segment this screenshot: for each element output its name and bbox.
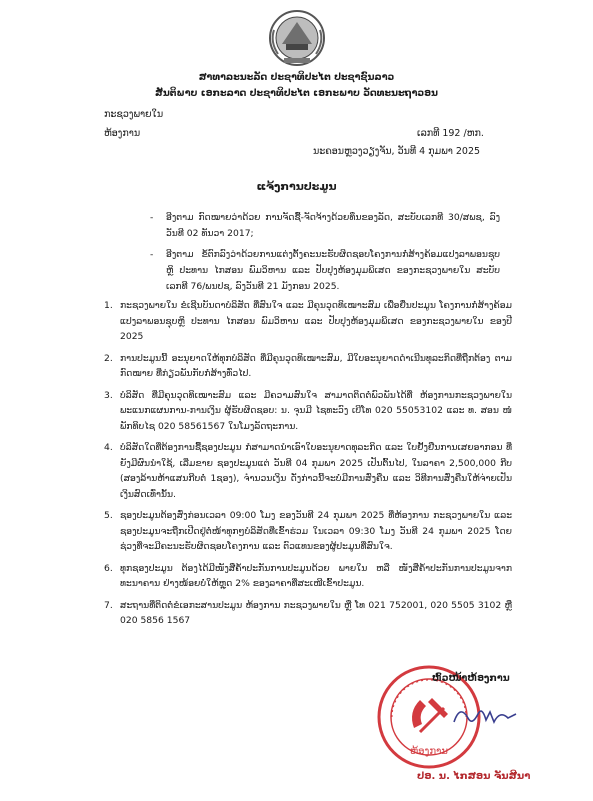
list-item-text: ບໍລິສັດ ທີ່ມີຄຸນວຸດທິເໝາະສົມ ແລະ ມີຄວາມສົນໃຈ ສາມາດຕິດຕໍ່ພົວພັນໄດ້ທີ່ ຫ້ອງການກະຊວງພາຍໃນ ພະແນກແຜນການ-ການເງິນ ຜູ້ຮັບຜິດຊອບ: ນ. ຈຸນມີ ໄຊທະວົງ ເບີໂທ 020 55053102 ແລະ ທ. ສອນ ໜໍພັກທິບໄຊ 020 58561567 ໃນໂມງລັດຖະການ. [120,389,512,432]
reference-text: ອີງຕາມ ຂໍ້ຕົກລົງວ່າດ້ວຍການແຕ່ງຕັ້ງຄະນະຮັບຜິດຊອບໂຄງການກໍ່ສ້າງຄ້ອມແປງລາພອນຊຸບຫຼິ ປະທານ ໄກສອນ ພົມວິຫານ ແລະ ປັບປຸງຫ້ອງມຸມພິເສດ ຂອງກະຊວງພາຍໃນ ສະບັບເລກທີ 76/ພນປຊ, ລົງວັນທີ 21 ມັງກອນ 2025. [166,249,500,292]
references-list [150,210,500,300]
numbered-list [104,298,512,635]
list-item-text: ທຸກຊອງປະມູນ ຕ້ອງໄດ້ມີໜັງສືຄ້ຳປະກັນການປະມູນດ້ວຍ ພາຍໃນ ຫລື ໜັງສືຄ້ຳປະກັນການປະມູນຈາກທະນາຄານ ຢ່າງໜ້ອຍບໍ່ໃຫ້ຫຼຸດ 2% ຂອງລາຄາທີ່ສະເໜີເຂົ້າປະມູນ. [120,562,512,589]
list-item-text: ການປະມູນນີ້ ອະນຸຍາດໃຫ້ທຸກບໍລິສັດ ທີ່ມີຄຸນວຸດທິເໝາະສົມ, ມີໃບອະນຸຍາດດຳເນີນທຸລະກິດທີ່ຖືກຕ້ອງ ຕາມກົດໝາຍ ທີ່ກ່ຽວພັນກັບກໍ່ສ້າງທົ່ວໄປ. [120,352,512,379]
list-item: 5. ຊອງປະມູນຕ້ອງສົ່ງກ່ອນເວລາ 09:00 ໂມງ ຂອງວັນທີ 24 ກຸມພາ 2025 ທີ່ຫ້ອງການ ກະຊວງພາຍໃນ ແລະ ຊອງປະມູນຈະຖືກເປີດຢູ່ຕໍ່ໜ້າທຸກໆບໍລິສັດທີ່ເຂົ້າຮ່ວມ ໃນເວລາ 09:30 ໂມງ ວັນທີ 24 ກຸມພາ 2025 ໂດຍຊ່ວງທີ່ຈະມີຄະນະຮັບຜິດຊອບໂຄງການ ແລະ ຕົວແທນຂອງຜູ້ປະມູນທີ່ສົນໃຈ. [104,508,512,555]
list-item: 2. ການປະມູນນີ້ ອະນຸຍາດໃຫ້ທຸກບໍລິສັດ ທີ່ມີຄຸນວຸດທິເໝາະສົມ, ມີໃບອະນຸຍາດດຳເນີນທຸລະກິດທີ່ຖືກຕ້ອງ ຕາມກົດໝາຍ ທີ່ກ່ຽວພັນກັບກໍ່ສ້າງທົ່ວໄປ. [104,351,512,382]
document-number: ເລກທີ 192 /ຫກ. [417,128,484,139]
list-item: 4. ບໍລິສັດໃດທີ່ຕ້ອງການຊື້ຊອງປະມູນ ກໍສາມາດນຳເອົາໃບອະນຸຍາດທຸລະກິດ ແລະ ໃບຢັ້ງຢືນການເສຍອາກອນ ທີ່ຍັງມີຜົນນຳໃຊ້, ເລີ່ມຂາຍ ຊອງປະມູນແຕ່ ວັນທີ 04 ກຸມພາ 2025 ເປັນຕົ້ນໄປ, ໃນລາຄາ 2,500,000 ກີບ (ສອງລ້ານຫ້າແສນກີບຕໍ່ 1ຊອງ), ຈຳນວນເງິນ ດັ່ງກ່າວນີ້ຈະບໍ່ມີການສົ່ງຄືນ ແລະ ວິທີການສົ່ງຄືນໃຫ້ຈ່າຍເປັນເງິນສົດເທົ່ານັ້ນ. [104,440,512,502]
handwritten-signature-icon [450,700,520,730]
stamp-label: ຫ້ອງການ [409,746,449,757]
list-item: 7. ສະຖານທີ່ຕິດຕໍ່ຂໍເອກະສານປະມູນ ຫ້ອງການ ກະຊວງພາຍໃນ ຫຼື ໂທ 021 752001, 020 5505 3102 ຫຼື 020 5856 1567 [104,598,512,629]
list-item: 3. ບໍລິສັດ ທີ່ມີຄຸນວຸດທິເໝາະສົມ ແລະ ມີຄວາມສົນໃຈ ສາມາດຕິດຕໍ່ພົວພັນໄດ້ທີ່ ຫ້ອງການກະຊວງພາຍໃນ ພະແນກແຜນການ-ການເງິນ ຜູ້ຮັບຜິດຊອບ: ນ. ຈຸນມີ ໄຊທະວົງ ເບີໂທ 020 55053102 ແລະ ທ. ສອນ ໜໍພັກທິບໄຊ 020 58561567 ໃນໂມງລັດຖະການ. [104,388,512,435]
national-motto: ສັນຕິພາບ ເອກະລາດ ປະຊາທິປະໄຕ ເອກະພາບ ວັດທະນະຖາວອນ [155,88,438,99]
place-date: ນະຄອນຫຼວງວຽງຈັນ, ວັນທີ 4 ກຸມພາ 2025 [313,146,481,157]
signatory-title: ຫົວໜ້າຫ້ອງການ [432,673,510,684]
list-item-text: ກະຊວງພາຍໃນ ຂໍເຊີນບັນດາບໍລິສັດ ທີ່ສົນໃຈ ແລະ ມີຄຸນວຸດທິເໝາະສົມ ເພື່ອຍື່ນປະມູນ ໂຄງການກໍ່ສ້າງຄ້ອມແປງລາພອນຊຸບຫຼິ ປະທານ ໄກສອນ ພົມວິຫານ ແລະ ປັບປຸງຫ້ອງມຸມພິເສດ ຂອງກະຊວງພາຍໃນ ຂອງປີ 2025 [120,300,512,342]
document-title: ແຈ້ງການປະມູນ [256,180,337,193]
list-item-text: ບໍລິສັດໃດທີ່ຕ້ອງການຊື້ຊອງປະມູນ ກໍສາມາດນຳເອົາໃບອະນຸຍາດທຸລະກິດ ແລະ ໃບຢັ້ງຢືນການເສຍອາກອນ ທີ່ຍັງມີຜົນນຳໃຊ້, ເລີ່ມຂາຍ ຊອງປະມູນແຕ່ ວັນທີ 04 ກຸມພາ 2025 ເປັນຕົ້ນໄປ, ໃນລາຄາ 2,500,000 ກີບ (ສອງລ້ານຫ້າແສນກີບຕໍ່ 1ຊອງ), ຈຳນວນເງິນ ດັ່ງກ່າວນີ້ຈະບໍ່ມີການສົ່ງຄືນ ແລະ ວິທີການສົ່ງຄືນໃຫ້ຈ່າຍເປັນເງິນສົດເທົ່ານັ້ນ. [120,442,512,500]
organization-name: ກະຊວງພາຍໃນ [104,109,164,120]
national-emblem-icon [268,8,326,68]
reference-item: - ອີງຕາມ ຂໍ້ຕົກລົງວ່າດ້ວຍການແຕ່ງຕັ້ງຄະນະຮັບຜິດຊອບໂຄງການກໍ່ສ້າງຄ້ອມແປງລາພອນຊຸບຫຼິ ປະທານ ໄກສອນ ພົມວິຫານ ແລະ ປັບປຸງຫ້ອງມຸມພິເສດ ຂອງກະຊວງພາຍໃນ ສະບັບເລກທີ 76/ພນປຊ, ລົງວັນທີ 21 ມັງກອນ 2025. [150,247,500,295]
reference-item: - ອີງຕາມ ກົດໝາຍວ່າດ້ວຍ ການຈັດຊື້-ຈັດຈ້າງດ້ວຍທຶນຂອງລັດ, ສະບັບເລກທີ 30/ສພຊ, ລົງວັນທີ 02 ທັນວາ 2017; [150,210,500,242]
country-name: ສາທາລະນະລັດ ປະຊາທິປະໄຕ ປະຊາຊົນລາວ [198,72,395,83]
list-item: 6. ທຸກຊອງປະມູນ ຕ້ອງໄດ້ມີໜັງສືຄ້ຳປະກັນການປະມູນດ້ວຍ ພາຍໃນ ຫລື ໜັງສືຄ້ຳປະກັນການປະມູນຈາກທະນາຄານ ຢ່າງໜ້ອຍບໍ່ໃຫ້ຫຼຸດ 2% ຂອງລາຄາທີ່ສະເໜີເຂົ້າປະມູນ. [104,561,512,592]
signer-name: ປອ. ນ. ໄກສອນ ຈັນສີນາ [417,771,531,782]
list-item-text: ສະຖານທີ່ຕິດຕໍ່ຂໍເອກະສານປະມູນ ຫ້ອງການ ກະຊວງພາຍໃນ ຫຼື ໂທ 021 752001, 020 5505 3102 ຫຼື 020 5856 1567 [120,599,512,626]
office-name: ຫ້ອງການ [104,128,141,139]
list-item-text: ຊອງປະມູນຕ້ອງສົ່ງກ່ອນເວລາ 09:00 ໂມງ ຂອງວັນທີ 24 ກຸມພາ 2025 ທີ່ຫ້ອງການ ກະຊວງພາຍໃນ ແລະ ຊອງປະມູນຈະຖືກເປີດຢູ່ຕໍ່ໜ້າທຸກໆບໍລິສັດທີ່ເຂົ້າຮ່ວມ ໃນເວລາ 09:30 ໂມງ ວັນທີ 24 ກຸມພາ 2025 ໂດຍຊ່ວງທີ່ຈະມີຄະນະຮັບຜິດຊອບໂຄງການ ແລະ ຕົວແທນຂອງຜູ້ປະມູນທີ່ສົນໃຈ. [120,510,512,552]
reference-text: ອີງຕາມ ກົດໝາຍວ່າດ້ວຍ ການຈັດຊື້-ຈັດຈ້າງດ້ວຍທຶນຂອງລັດ, ສະບັບເລກທີ 30/ສພຊ, ລົງວັນທີ 02 ທັນວາ 2017; [166,212,500,239]
list-item: 1. ກະຊວງພາຍໃນ ຂໍເຊີນບັນດາບໍລິສັດ ທີ່ສົນໃຈ ແລະ ມີຄຸນວຸດທິເໝາະສົມ ເພື່ອຍື່ນປະມູນ ໂຄງການກໍ່ສ້າງຄ້ອມແປງລາພອນຊຸບຫຼິ ປະທານ ໄກສອນ ພົມວິຫານ ແລະ ປັບປຸງຫ້ອງມຸມພິເສດ ຂອງກະຊວງພາຍໃນ ຂອງປີ 2025 [104,298,512,345]
